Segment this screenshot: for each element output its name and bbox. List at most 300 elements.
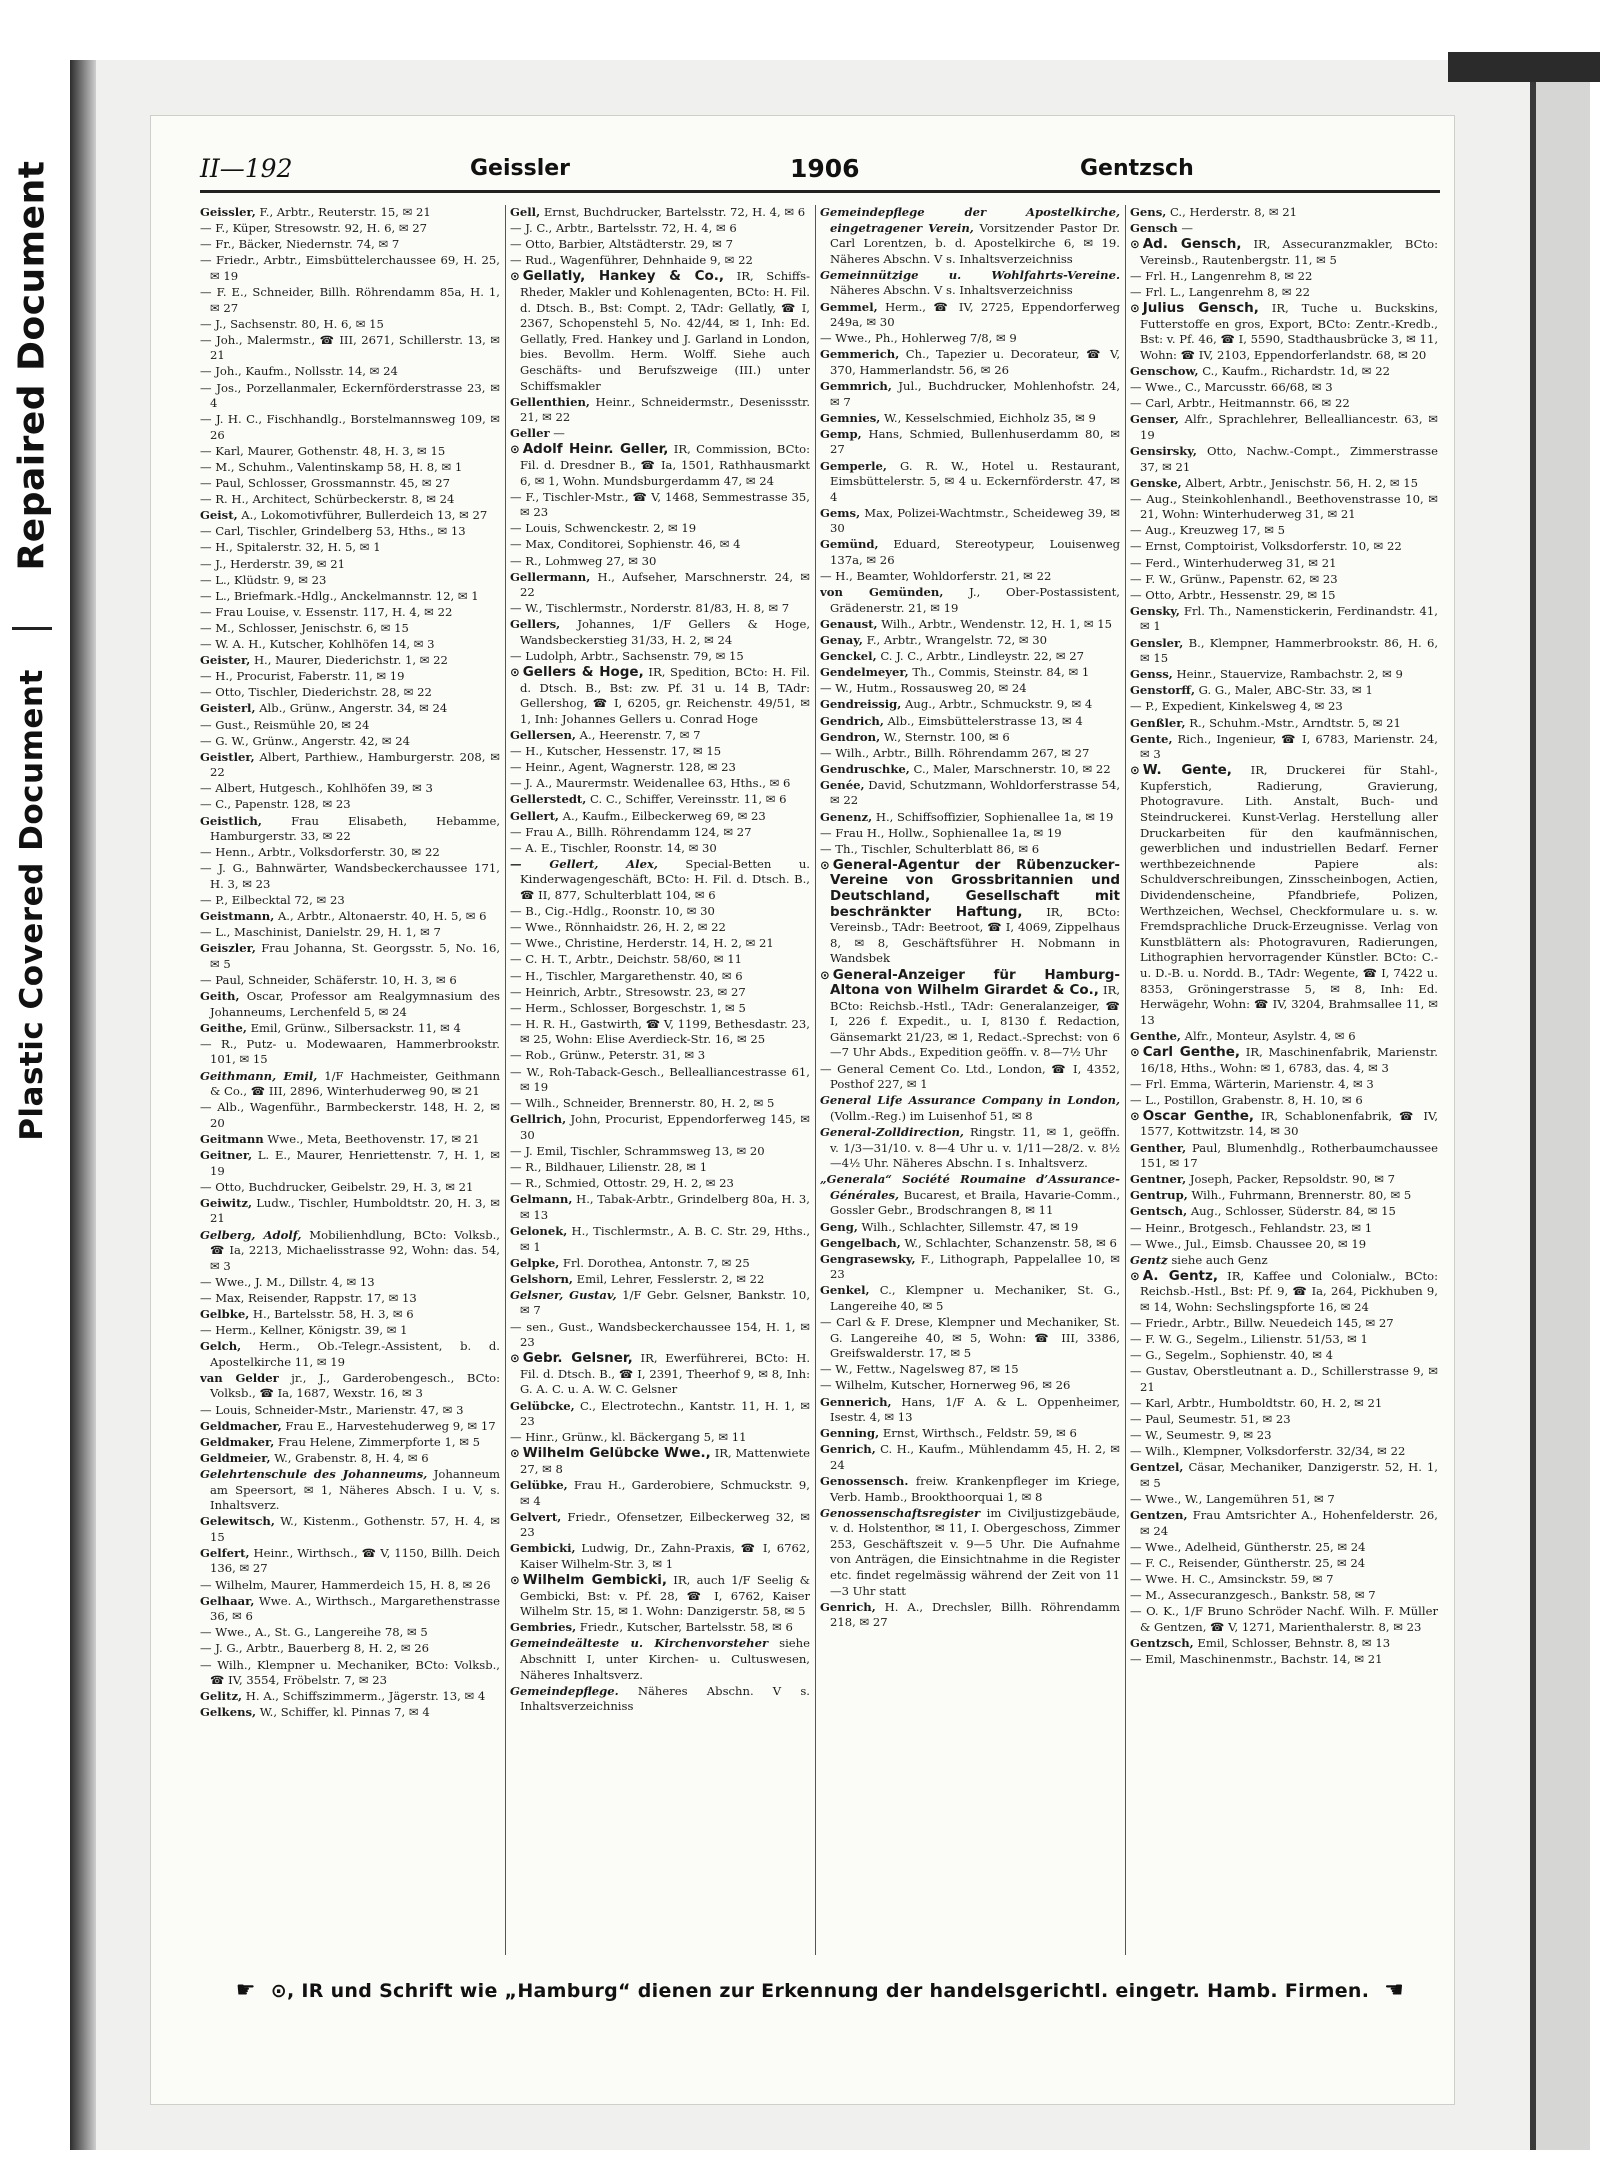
entry-name: Genther, <box>1130 1140 1187 1155</box>
directory-column-2 <box>510 205 810 1955</box>
directory-entry <box>820 1093 1120 1124</box>
entry-details: — Wwe., C., Marcusstr. 66/68, ✉ 3 <box>1130 380 1333 395</box>
directory-entry <box>200 605 500 621</box>
entry-name: Genser, <box>1130 412 1179 427</box>
entry-details: Alfr., Monteur, Asylstr. 4, ✉ 6 <box>1184 1028 1356 1043</box>
directory-entry <box>200 814 500 845</box>
directory-entry <box>820 1378 1120 1394</box>
entry-details: — Otto, Buchdrucker, Geibelstr. 29, H. 3, ✉ 21 <box>200 1179 474 1194</box>
entry-name: Gemeindepflege. <box>510 1683 619 1698</box>
entry-details: — J. G., Arbtr., Bauerberg 8, H. 2, ✉ 26 <box>200 1641 429 1656</box>
entry-details: W., Schlachter, Schanzenstr. 58, ✉ 6 <box>904 1235 1117 1250</box>
directory-entry <box>1130 237 1438 268</box>
entry-details: R., Schuhm.-Mstr., Arndtstr. 5, ✉ 21 <box>1189 715 1401 730</box>
directory-entry <box>510 744 810 760</box>
directory-entry <box>820 1474 1120 1505</box>
entry-details: — Herm., Schlosser, Borgeschstr. 1, ✉ 5 <box>510 1000 746 1015</box>
directory-entry <box>200 412 500 443</box>
entry-name: Gemp, <box>820 426 862 441</box>
directory-entry <box>1130 364 1438 380</box>
entry-name: Gelübcke, <box>510 1398 575 1413</box>
entry-details: — G. W., Grünw., Angerstr. 42, ✉ 24 <box>200 733 410 748</box>
directory-entry <box>1130 396 1438 412</box>
header-rule <box>200 190 1440 193</box>
directory-entry <box>820 633 1120 649</box>
entry-name: Gellersen, <box>510 728 576 743</box>
entry-name: Genée, <box>820 777 865 792</box>
entry-details: Johannes, 1/F Gellers & Hoge, Wandsbeckerstieg 31/33, H. 2, ✉ 24 <box>520 617 810 648</box>
directory-entry <box>1130 699 1438 715</box>
entry-name: Gellatly, Hankey & Co., <box>522 268 725 285</box>
entry-details: IR, Schiffs-Rheder, Makler und Kohlenagenten, BCto: H. Fil. d. Dtsch. B., Bst: Compt. 2, TAdr: Gellatly, ☎ I, 2367, Schopenstehl 5, No. 42/44, ✉ 1, Inh: Ed. Gellatly, Fred. Hankey und J. Garland in London, bies. Bevollm. Herm. Wolff. Siehe auch Geschäfts- und Berufszweige (III.) unter Schiffsmakler <box>520 269 810 393</box>
entry-details: — R., Schmied, Ottostr. 29, H. 2, ✉ 23 <box>510 1176 734 1191</box>
entry-details: — Frau H., Hollw., Sophienallee 1a, ✉ 19 <box>820 825 1062 840</box>
entry-details: L. E., Maurer, Henriettenstr. 7, H. 1, ✉ 19 <box>210 1148 500 1178</box>
entry-details: — C., Papenstr. 128, ✉ 23 <box>200 797 351 812</box>
entry-details: A., Heerenstr. 7, ✉ 7 <box>579 728 701 743</box>
entry-details: A., Lokomotivführer, Bullerdeich 13, ✉ 27 <box>241 508 488 523</box>
directory-entry <box>200 1641 500 1657</box>
entry-details: Ringstr. 11, ✉ 1, geöffn. v. 1/3—31/10. v. 8—4 Uhr u. v. 1/11—28/2. v. 8½—4½ Uhr. Näheres Abschn. I s. Inhaltsverz. <box>830 1124 1120 1171</box>
entry-details: — Henn., Arbtr., Volksdorferstr. 30, ✉ 22 <box>200 845 440 860</box>
entry-details: Emil, Grünw., Silbersackstr. 11, ✉ 4 <box>250 1020 461 1035</box>
entry-name: Geldmaker, <box>200 1434 275 1449</box>
column-divider <box>815 205 816 1955</box>
entry-details: — Frl. L., Langenrehm 8, ✉ 22 <box>1130 284 1310 299</box>
registered-firm-icon: ⊙ <box>1130 1108 1140 1123</box>
entry-details: C., Maler, Marschnerstr. 10, ✉ 22 <box>913 761 1111 776</box>
directory-entry <box>1130 1636 1438 1652</box>
entry-details: — J. H. C., Fischhandlg., Borstelmannsweg 109, ✉ 26 <box>200 412 500 442</box>
entry-details: Frau Johanna, St. Georgsstr. 5, No. 16, ✉ 5 <box>210 941 500 971</box>
entry-details: — Wwe., J. M., Dillstr. 4, ✉ 13 <box>200 1274 375 1289</box>
entry-details: im Civiljustizgebäude, v. d. Holstenthor, ✉ 11, I. Obergeschoss, Zimmer 253, Geschäftszeit v. 9—5 Uhr. Die Aufnahme von Anträgen, die Einsichtnahme in die Register etc. findet regelmässig während der Zeit von 11—3 Uhr statt <box>830 1505 1120 1598</box>
entry-details: Friedr., Ofensetzer, Eilbeckerweg 32, ✉ 23 <box>520 1509 810 1540</box>
directory-entry <box>1130 716 1438 732</box>
entry-details: — Rud., Wagenführer, Dehnhaide 9, ✉ 22 <box>510 253 753 268</box>
entry-name: Gelberg, Adolf, <box>200 1227 302 1242</box>
entry-details: — <box>553 426 565 441</box>
directory-entry <box>1130 444 1438 475</box>
entry-details: — Wilh., Schneider, Brennerstr. 80, H. 2, ✉ 5 <box>510 1096 775 1111</box>
directory-entry <box>820 427 1120 458</box>
entry-name: General Life Assurance Company in London, <box>820 1093 1120 1108</box>
entry-name: Genkel, <box>820 1283 870 1298</box>
entry-name: W. Gente, <box>1142 762 1232 779</box>
directory-entry <box>200 476 500 492</box>
entry-details: — R., Lohmweg 27, ✉ 30 <box>510 553 657 568</box>
directory-entry <box>1130 636 1438 667</box>
directory-entry <box>1130 476 1438 492</box>
entry-details: Ludwig, Dr., Zahn-Praxis, ☎ I, 6762, Kaiser Wilhelm-Str. 3, ✉ 1 <box>520 1541 810 1571</box>
entry-details: Joseph, Packer, Repsoldstr. 90, ✉ 7 <box>1189 1172 1395 1187</box>
entry-details: — Carl & F. Drese, Klempner und Mechaniker, St. G. Langereihe 40, ✉ 5, Wohn: ☎ III, 3386, Greifswalderstr. 17, ✉ 5 <box>820 1315 1120 1361</box>
entry-name: Gentzsch, <box>1130 1635 1194 1650</box>
directory-entry <box>1130 269 1438 285</box>
entry-details: Frau E., Harvestehuderweg 9, ✉ 17 <box>285 1418 496 1433</box>
entry-details: — Aug., Kreuzweg 17, ✉ 5 <box>1130 523 1286 538</box>
directory-entry <box>1130 1332 1438 1348</box>
entry-name: Gentsch, <box>1130 1204 1188 1219</box>
entry-details: (Vollm.-Reg.) im Luisenhof 51, ✉ 8 <box>830 1108 1033 1123</box>
directory-entry <box>510 841 810 857</box>
directory-entry <box>820 681 1120 697</box>
entry-name: Carl Genthe, <box>1142 1043 1240 1060</box>
directory-entry <box>1130 588 1438 604</box>
directory-entry <box>820 268 1120 299</box>
directory-entry <box>510 1430 810 1446</box>
entry-name: Gendruschke, <box>820 761 910 776</box>
entry-details: — Herm., Kellner, Königstr. 39, ✉ 1 <box>200 1323 408 1338</box>
entry-details: Frl. Dorothea, Antonstr. 7, ✉ 25 <box>562 1255 750 1270</box>
registered-firm-icon: ⊙ <box>510 1351 520 1366</box>
entry-details: Albert, Parthiew., Hamburgerstr. 208, ✉ 22 <box>210 749 500 780</box>
entry-details: — Paul, Schneider, Schäferstr. 10, H. 3, ✉ 6 <box>200 973 457 987</box>
directory-entry <box>510 1224 810 1255</box>
directory-entry <box>820 730 1120 746</box>
pointing-hand-icon: ☚ <box>1384 1978 1405 2003</box>
entry-name: Gemperle, <box>820 458 887 473</box>
entry-name: Gelmann, <box>510 1192 573 1207</box>
entry-details: — Alb., Wagenführ., Barmbeckerstr. 148, H. 2, ✉ 20 <box>200 1100 500 1130</box>
entry-details: — R. H., Architect, Schürbeckerstr. 8, ✉ 24 <box>200 492 455 507</box>
entry-details: — Ludolph, Arbtr., Sachsenstr. 79, ✉ 15 <box>510 649 744 664</box>
entry-details: Hans, Schmied, Bullenhuserdamm 80, ✉ 27 <box>830 426 1120 457</box>
directory-entry <box>200 444 500 460</box>
entry-details: — Albert, Hutgesch., Kohlhöfen 39, ✉ 3 <box>200 781 433 796</box>
entry-details: H., Tischlermstr., A. B. C. Str. 29, Hths., ✉ 1 <box>520 1224 810 1254</box>
entry-name: Gemmel, <box>820 299 878 314</box>
entry-name: Gemünd, <box>820 537 879 552</box>
entry-details: — M., Assecuranzgesch., Bankstr. 58, ✉ 7 <box>1130 1588 1376 1603</box>
entry-details: Th., Commis, Steinstr. 84, ✉ 1 <box>912 665 1090 680</box>
entry-details: Frau H., Garderobiere, Schmuckstr. 9, ✉ 4 <box>520 1478 810 1508</box>
directory-entry <box>510 809 810 825</box>
directory-entry <box>200 973 500 989</box>
entry-details: — Rob., Grünw., Peterstr. 31, ✉ 3 <box>510 1048 706 1063</box>
entry-details: IR, Mattenwiete 27, ✉ 8 <box>520 1446 810 1476</box>
entry-name: Gellert, <box>510 808 559 823</box>
entry-details: — W. A. H., Kutscher, Kohlhöfen 14, ✉ 3 <box>200 637 435 652</box>
directory-entry <box>510 1256 810 1272</box>
entry-details: C. C., Schiffer, Vereinsstr. 11, ✉ 6 <box>590 792 787 807</box>
plastic-covered-document-label: Plastic Covered Document <box>14 669 51 1141</box>
directory-entry <box>820 1220 1120 1236</box>
entry-name: „Generala“ Société Roumaine d’Assurance-Générales, <box>820 1172 1120 1202</box>
directory-entry <box>820 585 1120 616</box>
entry-details: — Frau A., Billh. Röhrendamm 124, ✉ 27 <box>510 824 752 839</box>
directory-entry <box>200 508 500 524</box>
entry-details: — L., Briefmark.-Hdlg., Anckelmannstr. 12, ✉ 1 <box>200 588 479 603</box>
directory-entry <box>200 734 500 750</box>
directory-entry <box>1130 1253 1438 1269</box>
directory-entry <box>200 253 500 284</box>
directory-entry <box>1130 732 1438 763</box>
entry-details: Näheres Abschn. V s. Inhaltsverzeichniss <box>520 1683 810 1714</box>
directory-entry <box>1130 1077 1438 1093</box>
directory-entry <box>820 1172 1120 1219</box>
directory-column-1 <box>200 205 500 1955</box>
directory-entry <box>820 1283 1120 1314</box>
entry-name: Gelonek, <box>510 1224 568 1238</box>
entry-details: W., Sternstr. 100, ✉ 6 <box>883 729 1010 744</box>
entry-name: Gembries, <box>510 1620 577 1635</box>
entry-details: Otto, Nachw.-Compt., Zimmerstrasse 37, ✉ 21 <box>1140 443 1438 474</box>
directory-entry <box>200 1323 500 1339</box>
entry-name: — Gellert, Alex, <box>510 856 658 871</box>
directory-entry <box>820 1236 1120 1252</box>
entry-details: H., Bartelsstr. 58, H. 3, ✉ 6 <box>252 1306 414 1321</box>
directory-entry <box>820 537 1120 568</box>
entry-details: — L., Postillon, Grabenstr. 8, H. 10, ✉ 6 <box>1130 1092 1363 1107</box>
directory-entry <box>820 842 1120 858</box>
entry-details: Eduard, Stereotypeur, Louisenweg 137a, ✉ 26 <box>830 537 1120 568</box>
directory-entry <box>510 537 810 553</box>
entry-name: General-Zolldirection, <box>820 1124 964 1139</box>
entry-details: — Th., Tischler, Schulterblatt 86, ✉ 6 <box>820 841 1040 856</box>
registered-firm-icon: ⊙ <box>820 967 830 982</box>
entry-details: Wwe., Meta, Beethovenstr. 17, ✉ 21 <box>267 1131 480 1146</box>
directory-entry <box>200 364 500 380</box>
entry-details: — H., Tischler, Margarethenstr. 40, ✉ 6 <box>510 968 743 983</box>
entry-details: Emil, Schlosser, Behnstr. 8, ✉ 13 <box>1197 1635 1391 1650</box>
directory-entry <box>200 557 500 573</box>
directory-entry <box>510 1272 810 1288</box>
directory-entry <box>1130 1093 1438 1109</box>
directory-entry <box>510 1320 810 1351</box>
entry-details: — F. W. G., Segelm., Lilienstr. 51/53, ✉ 1 <box>1130 1332 1368 1347</box>
directory-entry <box>510 1620 810 1636</box>
entry-details: — Max, Reisender, Rappstr. 17, ✉ 13 <box>200 1290 417 1305</box>
directory-entry <box>510 760 810 776</box>
entry-name: Genaust, <box>820 616 878 631</box>
entry-details: John, Procurist, Eppendorferweg 145, ✉ 30 <box>520 1112 810 1142</box>
entry-details: IR, BCto: Vereinsb., TAdr: Beetroot, ☎ I, 4069, Zippelhaus 8, ✉ 8, Geschäftsführer H. Nobmann in Wandsbek <box>830 904 1120 966</box>
directory-entry <box>510 253 810 269</box>
entry-details: — H., Procurist, Faberstr. 11, ✉ 19 <box>200 669 405 684</box>
directory-entry <box>200 1339 500 1370</box>
directory-entry <box>200 621 500 637</box>
directory-entry <box>200 861 500 892</box>
directory-entry <box>820 968 1120 1062</box>
entry-details: Wilh., Schlachter, Sillemstr. 47, ✉ 19 <box>861 1219 1079 1234</box>
entry-name: Geist, <box>200 508 238 523</box>
directory-entry <box>510 1288 810 1319</box>
directory-entry <box>510 395 810 426</box>
directory-entry <box>1130 412 1438 443</box>
entry-details: — Fr., Bäcker, Niedernstr. 74, ✉ 7 <box>200 237 400 252</box>
directory-entry <box>1130 1029 1438 1045</box>
pointing-hand-icon: ☛ <box>235 1978 256 2003</box>
entry-name: Gems, <box>820 505 861 520</box>
directory-entry <box>1130 763 1438 1028</box>
entry-name: Gemeindepflege der Apostelkirche, eingetragener Verein, <box>820 205 1120 235</box>
directory-entry <box>820 331 1120 347</box>
entry-name: Geistlich, <box>200 813 262 828</box>
directory-entry <box>1130 1556 1438 1572</box>
entry-name: Gelfert, <box>200 1545 250 1560</box>
entry-details: F., Arbtr., Reuterstr. 15, ✉ 21 <box>259 205 431 219</box>
directory-entry <box>510 1048 810 1064</box>
directory-entry <box>820 665 1120 681</box>
entry-name: Gelvert, <box>510 1509 562 1524</box>
entry-details: Bucarest, et Braila, Havarie-Comm., Gossler Gebr., Brodschrangen 8, ✉ 11 <box>830 1187 1120 1218</box>
entry-details: IR, Assecuranzmakler, BCto: Vereinsb., Rautenbergstr. 11, ✉ 5 <box>1140 237 1438 267</box>
directory-entry <box>820 205 1120 267</box>
directory-entry <box>820 762 1120 778</box>
entry-name: Gennerich, <box>820 1394 892 1409</box>
entry-name: Gens, <box>1130 205 1167 219</box>
directory-entry <box>200 637 500 653</box>
directory-entry <box>510 1192 810 1223</box>
entry-details: — Wilhelm, Maurer, Hammerdeich 15, H. 8, ✉ 26 <box>200 1577 491 1592</box>
directory-entry <box>200 1275 500 1291</box>
directory-entry <box>200 221 500 237</box>
entry-name: Genske, <box>1130 475 1182 490</box>
directory-entry <box>1130 667 1438 683</box>
directory-entry <box>200 1180 500 1196</box>
entry-name: Gelhaar, <box>200 1593 255 1608</box>
entry-details: — Wilh., Arbtr., Billh. Röhrendamm 267, ✉ 27 <box>820 745 1090 760</box>
entry-details: — Jos., Porzellanmaler, Eckernförderstrasse 23, ✉ 4 <box>200 380 500 411</box>
entry-name: Gelewitsch, <box>200 1514 275 1529</box>
directory-entry <box>820 617 1120 633</box>
entry-details: Rich., Ingenieur, ☎ I, 6783, Marienstr. 24, ✉ 3 <box>1140 731 1438 762</box>
directory-entry <box>1130 301 1438 363</box>
directory-entry <box>510 936 810 952</box>
entry-name: Ad. Gensch, <box>1142 236 1242 253</box>
entry-name: Genenz, <box>820 809 873 824</box>
directory-entry <box>510 490 810 521</box>
directory-entry <box>200 1625 500 1641</box>
directory-entry <box>510 1399 810 1430</box>
directory-entry <box>510 792 810 808</box>
directory-entry <box>200 1403 500 1419</box>
entry-details: Johanneum am Speersort, ✉ 1, Näheres Absch. I u. V, s. Inhaltsverz. <box>210 1466 500 1513</box>
entry-details: IR, auch 1/F Seelig & Gembicki, Bst: v. Pf. 28, ☎ I, 6762, Kaiser Wilhelm Str. 15, ✉ 1. Wohn: Danzigerstr. 58, ✉ 5 <box>520 1573 810 1619</box>
entry-details: — F. W., Grünw., Papenstr. 62, ✉ 23 <box>1130 571 1338 586</box>
directory-entry <box>200 205 500 221</box>
entry-details: — P., Expedient, Kinkelsweg 4, ✉ 23 <box>1130 699 1343 714</box>
entry-details: — Aug., Steinkohlenhandl., Beethovenstrasse 10, ✉ 21, Wohn: Winterhuderweg 31, ✉ 21 <box>1130 491 1438 522</box>
entry-name: Wilhelm Gelübcke Wwe., <box>522 1445 711 1462</box>
directory-entry <box>1130 1572 1438 1588</box>
entry-details: B., Klempner, Hammerbrookstr. 86, H. 6, ✉ 15 <box>1140 635 1438 666</box>
directory-entry <box>200 909 500 925</box>
entry-details: — Wwe., Christine, Herderstr. 14, H. 2, ✉ 21 <box>510 936 774 951</box>
directory-entry <box>1130 1652 1438 1668</box>
entry-name: Gellermann, <box>510 569 591 584</box>
directory-entry <box>200 1371 500 1402</box>
entry-details: siehe auch Genz <box>1171 1252 1268 1267</box>
directory-entry <box>1130 1364 1438 1395</box>
entry-details: — F. C., Reisender, Güntherstr. 25, ✉ 24 <box>1130 1555 1366 1570</box>
entry-name: Gellenthien, <box>510 394 590 409</box>
entry-name: Genning, <box>820 1426 880 1441</box>
directory-entry <box>510 1112 810 1143</box>
entry-details: G. G., Maler, ABC-Str. 33, ✉ 1 <box>1198 683 1373 698</box>
directory-entry <box>200 1467 500 1514</box>
entry-name: Gellers, <box>510 617 561 632</box>
entry-details: siehe Abschnitt I, unter Kirchen- u. Cultuswesen, Näheres Inhaltsverz. <box>520 1636 810 1682</box>
entry-details: — L., Klüdstr. 9, ✉ 23 <box>200 572 327 587</box>
entry-details: IR, Schablonenfabrik, ☎ IV, 1577, Kottwitzstr. 14, ✉ 30 <box>1140 1108 1438 1139</box>
directory-entry <box>1130 492 1438 523</box>
entry-details: — Wilhelm, Kutscher, Hornerweg 96, ✉ 26 <box>820 1378 1071 1393</box>
entry-name: Gemmrich, <box>820 379 892 394</box>
directory-entry <box>200 1451 500 1467</box>
entry-name: Gente, <box>1130 731 1173 746</box>
entry-name: Geistler, <box>200 749 255 764</box>
entry-details: — Wwe., A., St. G., Langereihe 78, ✉ 5 <box>200 1625 428 1640</box>
directory-entry <box>820 379 1120 410</box>
directory-entry <box>1130 572 1438 588</box>
directory-entry <box>200 460 500 476</box>
entry-details: Alfr., Sprachlehrer, Bellealliancestr. 63, ✉ 19 <box>1140 412 1438 442</box>
entry-details: — G., Segelm., Sophienstr. 40, ✉ 4 <box>1130 1348 1334 1363</box>
entry-details: — J., Sachsenstr. 80, H. 6, ✉ 15 <box>200 316 384 331</box>
entry-name: Gentrup, <box>1130 1188 1188 1203</box>
entry-details: — J. G., Bahnwärter, Wandsbeckerchaussee 171, H. 3, ✉ 23 <box>200 861 500 891</box>
directory-entry <box>200 1689 500 1705</box>
entry-details: — sen., Gust., Wandsbeckerchaussee 154, H. 1, ✉ 23 <box>510 1319 810 1350</box>
directory-entry <box>820 858 1120 967</box>
entry-name: Geithmann, Emil, <box>200 1068 318 1083</box>
directory-entry <box>510 1351 810 1398</box>
header-year: 1906 <box>790 154 860 183</box>
entry-details: — H. R. H., Gastwirth, ☎ V, 1199, Bethesdastr. 23, ✉ 25, Wohn: Elise Averdieck-Str. 16, ✉ 25 <box>510 1016 810 1047</box>
entry-details: David, Schutzmann, Wohldorferstrasse 54, ✉ 22 <box>830 777 1120 808</box>
directory-entry <box>820 649 1120 665</box>
entry-details: — Heinrich, Arbtr., Stresowstr. 23, ✉ 27 <box>510 984 746 999</box>
directory-entry <box>200 1514 500 1545</box>
entry-details: — H., Spitalerstr. 32, H. 5, ✉ 1 <box>200 540 381 555</box>
entry-details: — Louis, Schwenckestr. 2, ✉ 19 <box>510 521 697 536</box>
directory-entry <box>510 1160 810 1176</box>
entry-details: — Wilh., Klempner u. Mechaniker, BCto: Volksb., ☎ IV, 3554, Fröbelstr. 7, ✉ 23 <box>200 1657 500 1688</box>
directory-entry <box>200 1435 500 1451</box>
directory-entry <box>820 459 1120 506</box>
directory-entry <box>820 697 1120 713</box>
entry-details: F., Lithograph, Pappelallee 10, ✉ 23 <box>830 1251 1120 1282</box>
entry-details: C., Kaufm., Richardstr. 1d, ✉ 22 <box>1202 363 1390 378</box>
directory-entry <box>820 1315 1120 1362</box>
directory-entry <box>1130 683 1438 699</box>
directory-entry <box>200 718 500 734</box>
directory-entry <box>200 1546 500 1577</box>
directory-entry <box>510 920 810 936</box>
entry-name: Gell, <box>510 205 541 219</box>
entry-details: — J. Emil, Tischler, Schrammsweg 13, ✉ 20 <box>510 1144 765 1159</box>
entry-details: — P., Eilbecktal 72, ✉ 23 <box>200 893 345 908</box>
entry-details: Special-Betten u. Kinderwagengeschäft, BCto: H. Fil. d. Dtsch. B., ☎ II, 877, Schulterblatt 104, ✉ 6 <box>520 856 810 903</box>
registered-firm-icon: ⊙ <box>820 857 830 872</box>
entry-details: — F. E., Schneider, Billh. Röhrendamm 85a, H. 1, ✉ 27 <box>200 284 500 315</box>
entry-details: Herm., Ob.-Telegr.-Assistent, b. d. Apostelkirche 11, ✉ 19 <box>210 1339 500 1369</box>
entry-details: jr., J., Garderobengesch., BCto: Volksb., ☎ Ia, 1687, Wexstr. 16, ✉ 3 <box>210 1370 500 1401</box>
entry-details: H. A., Drechsler, Billh. Röhrendamm 218, ✉ 27 <box>830 1599 1120 1630</box>
directory-entry <box>510 269 810 394</box>
directory-entry <box>1130 1172 1438 1188</box>
directory-entry <box>200 237 500 253</box>
directory-entry <box>1130 1316 1438 1332</box>
entry-name: Gengelbach, <box>820 1235 901 1250</box>
entry-details: Jul., Buchdrucker, Mohlenhofstr. 24, ✉ 7 <box>830 379 1120 409</box>
directory-entry <box>820 714 1120 730</box>
entry-details: IR, Druckerei für Stahl-, Kupferstich, Radierung, Gravierung, Photogravure. Lith. Anstalt, Buch- und Steindruckerei. Kunst-Verlag. Herstellung aller Druckarbeiten für den kaufmännischen, gewerblichen und industriellen Bedarf. Ferner werthbezeichnende Papiere als: Schuldverschreibungen, Zinsscheinbogen, Actien, Dividendenscheine, Pfandbriefe, Polizen, Werthzeichen, Wechsel, Checkformulare u. s. w. Fremdsprachliche Druck-Erzeugnisse. Verlag von Kunstblättern als: Photogravuren, Radierungen, Lithographien hervorragender Künstler. BCto: C.- u. D.-B. u. Nordd. B., TAdr: Wegente, ☎ I, 7422 u. 8353, Gröningerstrasse 5, ✉ 8, Inh: Ed. Herwägehr, Wohn: ☎ IV, 3204, Brahmsallee 11, ✉ 13 <box>1140 763 1438 1027</box>
directory-entry <box>200 1069 500 1100</box>
directory-entry <box>1130 1492 1438 1508</box>
